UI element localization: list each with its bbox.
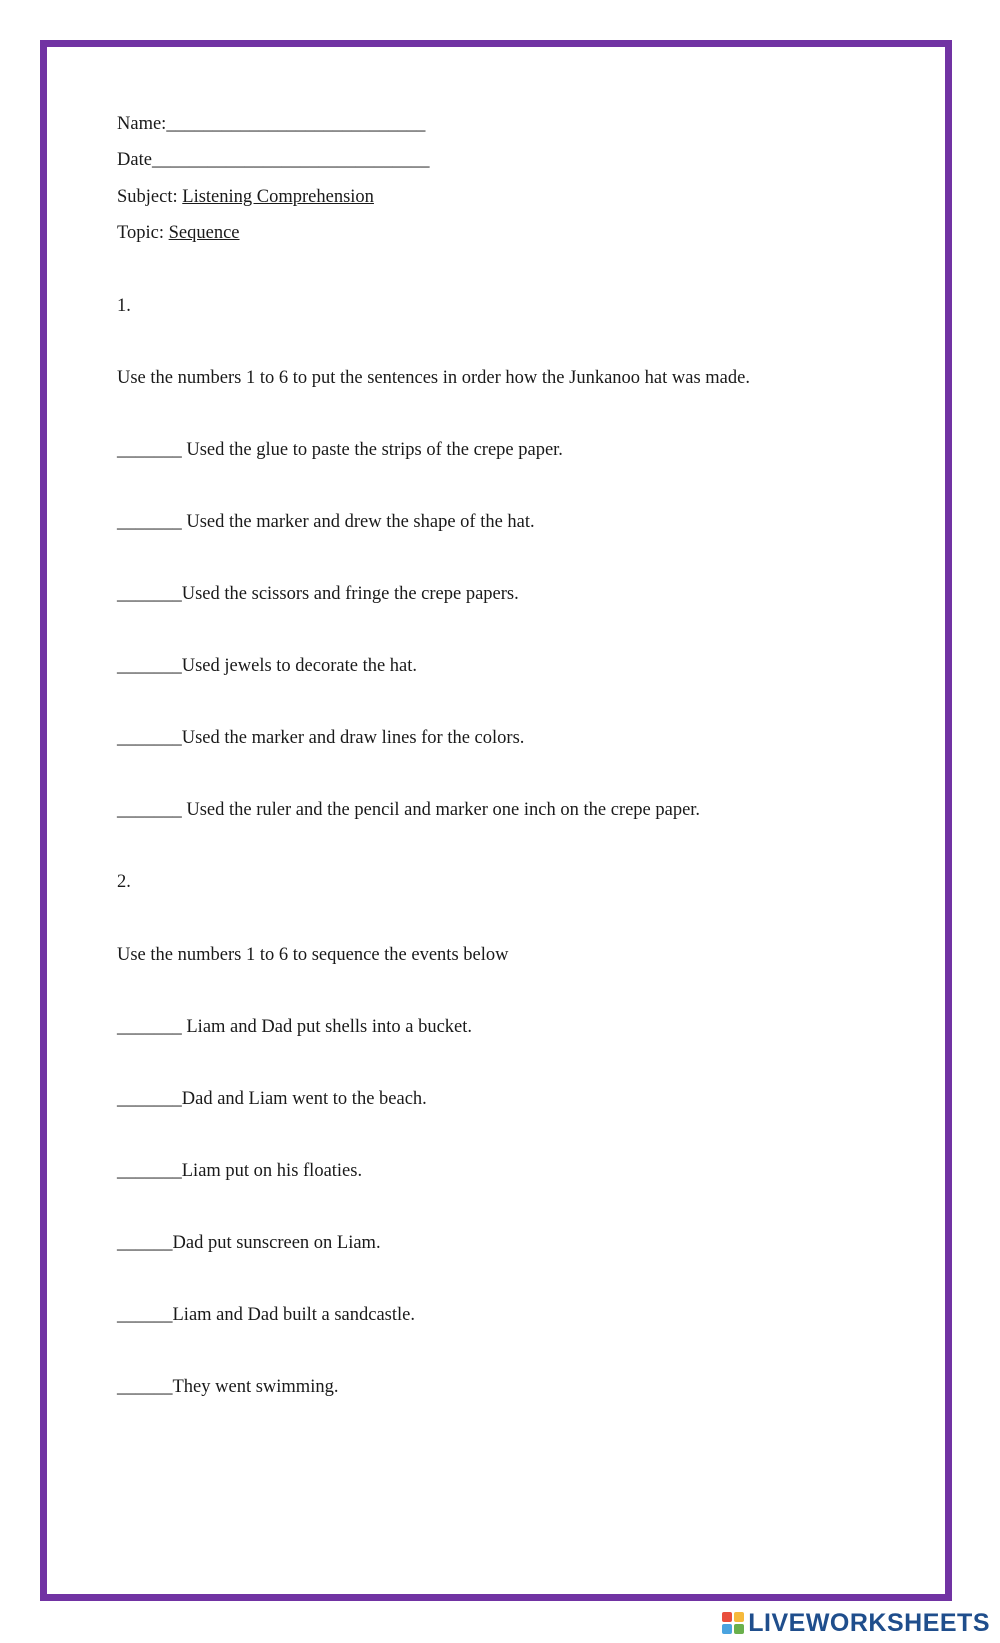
item-text: Dad put sunscreen on Liam. [172,1233,381,1253]
answer-blank[interactable]: _______ [117,800,187,820]
answer-blank[interactable]: ______ [117,1233,173,1253]
subject-value: Listening Comprehension [182,187,374,207]
question2-number: 2. [117,872,131,892]
question2-item-6 [117,1375,338,1399]
topic-line [117,221,240,245]
question2-item-4 [117,1231,381,1255]
logo-cube [722,1624,732,1634]
answer-blank[interactable]: _______ [117,440,187,460]
name-blank[interactable]: ____________________________ [166,114,426,134]
date-blank[interactable]: ______________________________ [151,150,430,170]
answer-blank[interactable]: _______ [117,1161,182,1181]
logo-text: LIVEWORKSHEETS [748,1609,990,1637]
answer-blank[interactable]: _______ [117,728,182,748]
item-text: They went swimming. [172,1377,339,1397]
answer-blank[interactable]: _______ [117,1017,187,1037]
question1-item-2 [117,510,535,534]
question1-item-3 [117,582,519,606]
answer-blank[interactable]: _______ [117,512,187,532]
answer-blank[interactable]: _______ [117,1089,182,1109]
logo-cubes-icon [722,1612,744,1634]
question2-item-5 [117,1303,415,1327]
liveworksheets-logo[interactable] [722,1609,990,1637]
topic-value: Sequence [168,223,240,243]
question2-item-2 [117,1087,427,1111]
question1-item-1 [117,438,563,462]
item-text: Used jewels to decorate the hat. [181,656,418,676]
item-text: Dad and Liam went to the beach. [181,1089,427,1109]
item-text: Used the scissors and fringe the crepe papers. [181,584,519,604]
logo-cube [734,1612,744,1622]
question1-instruction: Use the numbers 1 to 6 to put the sentences in order how the Junkanoo hat was made. [117,368,750,388]
date-field [117,148,429,172]
item-text: Liam and Dad built a sandcastle. [172,1305,415,1325]
question1-item-6 [117,798,700,822]
date-label: Date [117,150,152,170]
answer-blank[interactable]: ______ [117,1305,173,1325]
item-text: Used the marker and drew the shape of the hat. [186,512,535,532]
name-field [117,112,425,136]
question2-item-3 [117,1159,362,1183]
question2-instruction: Use the numbers 1 to 6 to sequence the events below [117,945,509,965]
logo-cube [722,1612,732,1622]
answer-blank[interactable]: _______ [117,656,182,676]
item-text: Liam and Dad put shells into a bucket. [186,1017,473,1037]
subject-label: Subject: [117,187,183,207]
question1-item-5 [117,726,524,750]
item-text: Used the marker and draw lines for the colors. [181,728,525,748]
answer-blank[interactable]: _______ [117,584,182,604]
logo-cube [734,1624,744,1634]
question2-item-1 [117,1015,472,1039]
item-text: Used the ruler and the pencil and marker one inch on the crepe paper. [186,800,701,820]
question1-item-4 [117,654,417,678]
answer-blank[interactable]: ______ [117,1377,173,1397]
name-label: Name: [117,114,167,134]
question1-number: 1. [117,296,131,316]
item-text: Used the glue to paste the strips of the crepe paper. [186,440,563,460]
topic-label: Topic: [117,223,169,243]
subject-line [117,185,374,209]
item-text: Liam put on his floaties. [181,1161,363,1181]
